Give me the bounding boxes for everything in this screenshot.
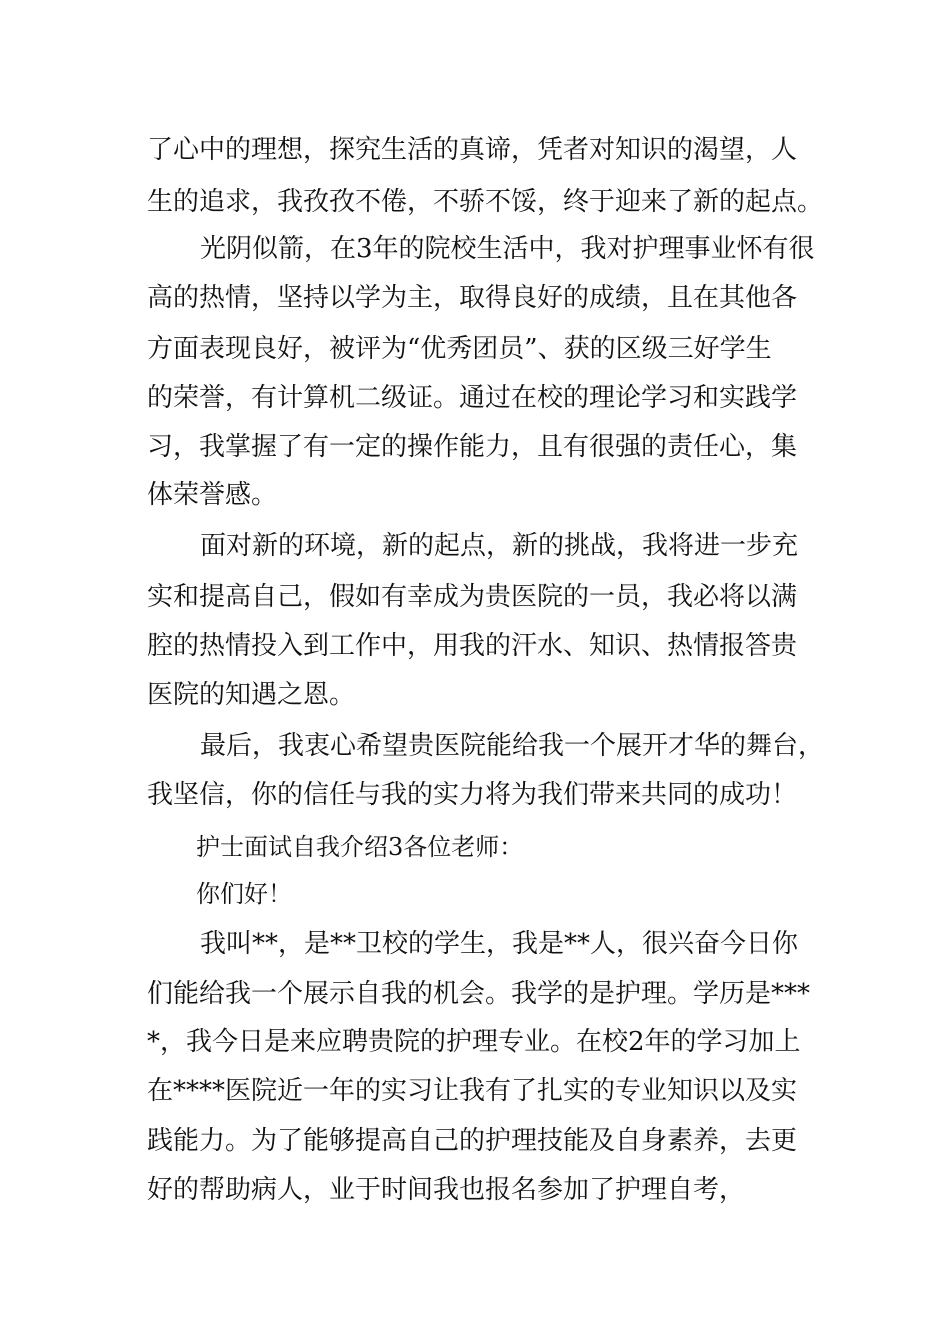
- text-line: 践能力。为了能够提高自己的护理技能及自身素养，去更: [147, 1126, 798, 1156]
- text-line: 方面表现良好，被评为“优秀团员”、获的区级三好学生: [147, 334, 772, 364]
- text-line: 护士面试自我介绍3各位老师：: [196, 833, 524, 861]
- text-line: 习，我掌握了有一定的操作能力，且有很强的责任心，集: [147, 432, 798, 462]
- text-line: 我坚信，你的信任与我的实力将为我们带来共同的成功！: [147, 780, 798, 810]
- text-line: *，我今日是来应聘贵院的护理专业。在校2年的学习加上: [147, 1027, 801, 1057]
- text-line: 最后，我衷心希望贵医院能给我一个展开才华的舞台，: [200, 731, 825, 761]
- text-line: 好的帮助病人，业于时间我也报名参加了护理自考，: [147, 1175, 746, 1205]
- text-line: 们能给我一个展示自我的机会。我学的是护理。学历是***: [147, 979, 811, 1009]
- text-line: 高的热情，坚持以学为主，取得良好的成绩，且在其他各: [147, 283, 798, 313]
- text-line: 生的追求，我孜孜不倦，不骄不馁，终于迎来了新的起点。: [147, 187, 824, 217]
- text-line: 我叫**，是**卫校的学生，我是**人，很兴奋今日你: [200, 929, 799, 959]
- text-line: 腔的热情投入到工作中，用我的汗水、知识、热情报答贵: [147, 631, 798, 661]
- text-line: 面对新的环境，新的起点，新的挑战，我将进一步充: [200, 531, 799, 561]
- text-line: 了心中的理想，探究生活的真谛，凭者对知识的渴望，人: [147, 135, 798, 165]
- text-line: 的荣誉，有计算机二级证。通过在校的理论学习和实践学: [147, 383, 798, 413]
- text-line: 在****医院近一年的实习让我有了扎实的专业知识以及实: [147, 1076, 798, 1106]
- text-line: 实和提高自己，假如有幸成为贵医院的一员，我必将以满: [147, 582, 798, 612]
- text-line: 你们好！: [196, 880, 292, 908]
- text-line: 光阴似箭，在3年的院校生活中，我对护理事业怀有很: [200, 234, 815, 264]
- text-line: 体荣誉感。: [147, 480, 278, 510]
- text-line: 医院的知遇之恩。: [147, 680, 356, 710]
